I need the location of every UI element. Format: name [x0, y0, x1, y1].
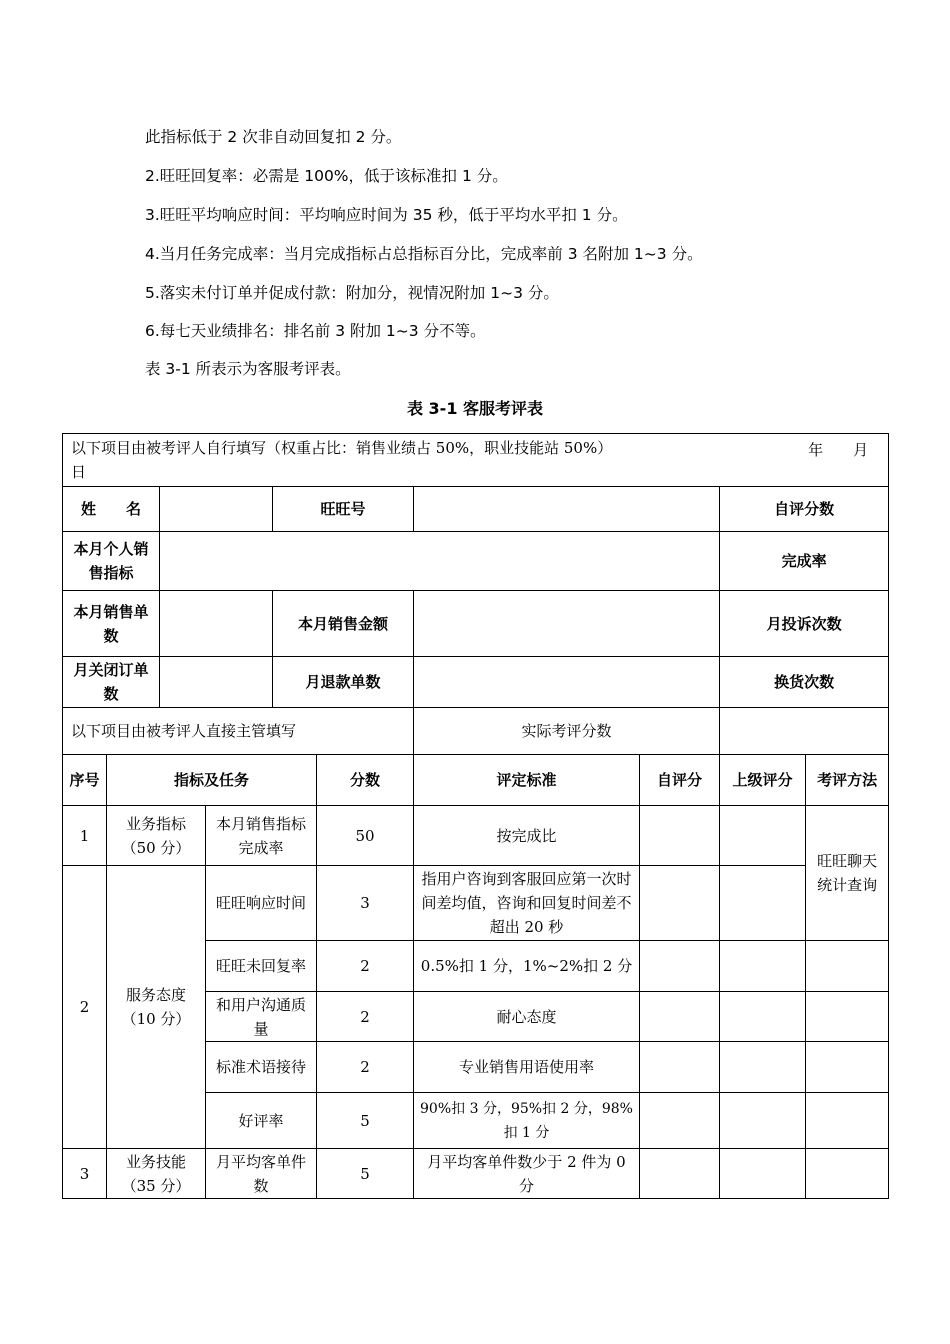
row-self-score[interactable] [640, 992, 720, 1042]
evaluation-table [62, 433, 889, 1199]
date-labels [808, 438, 868, 462]
row-no: 2 [63, 866, 107, 1149]
row-task: 和用户沟通质量 [206, 992, 317, 1042]
row-score: 3 [317, 866, 414, 941]
table-row [63, 1149, 889, 1199]
exchanges-label: 换货次数 [720, 657, 889, 708]
monthly-closed-orders-value[interactable] [160, 657, 273, 708]
row-self-score[interactable] [640, 806, 720, 866]
row-task: 月平均客单件数 [206, 1149, 317, 1199]
monthly-target-label: 本月个人销售指标 [63, 532, 160, 591]
row-criteria: 指用户咨询到客服回应第一次时间差均值，咨询和回复时间差不超出 20 秒 [414, 866, 640, 941]
row-task: 标准术语接待 [206, 1042, 317, 1093]
col-indicator-header: 指标及任务 [107, 755, 317, 806]
monthly-target-value[interactable] [160, 532, 720, 591]
day-label: 日 [71, 463, 87, 481]
monthly-complaints-label: 月投诉次数 [720, 591, 889, 657]
row-score: 2 [317, 941, 414, 992]
monthly-orders-value[interactable] [160, 591, 273, 657]
monthly-sales-amount-value[interactable] [414, 591, 720, 657]
row-criteria: 90%扣 3 分，95%扣 2 分，98%扣 1 分 [414, 1093, 640, 1149]
col-self-header: 自评分 [640, 755, 720, 806]
row-self-score[interactable] [640, 866, 720, 941]
col-criteria-header: 评定标准 [414, 755, 640, 806]
completion-rate-label: 完成率 [720, 532, 889, 591]
row-superior-score[interactable] [720, 806, 806, 866]
col-method-header: 考评方法 [806, 755, 889, 806]
row-score: 5 [317, 1149, 414, 1199]
row-self-score[interactable] [640, 1093, 720, 1149]
row-self-score[interactable] [640, 1149, 720, 1199]
year-label: 年 [808, 441, 824, 459]
col-no-header: 序号 [63, 755, 107, 806]
paragraph-5: 5.落实未付订单并促成付款：附加分，视情况附加 1~3 分。 [145, 284, 559, 302]
paragraph-2: 2.旺旺回复率：必需是 100%，低于该标准扣 1 分。 [145, 167, 508, 185]
row-superior-score[interactable] [720, 1042, 806, 1093]
row-task: 旺旺响应时间 [206, 866, 317, 941]
row-method [806, 1093, 889, 1149]
row-criteria: 0.5%扣 1 分，1%~2%扣 2 分 [414, 941, 640, 992]
month-label: 月 [853, 441, 869, 459]
row-self-score[interactable] [640, 1042, 720, 1093]
monthly-refunds-label: 月退款单数 [273, 657, 414, 708]
row-criteria: 专业销售用语使用率 [414, 1042, 640, 1093]
paragraph-7: 表 3-1 所表示为客服考评表。 [145, 360, 351, 378]
row-superior-score[interactable] [720, 1093, 806, 1149]
row-score: 5 [317, 1093, 414, 1149]
monthly-target-row [63, 532, 889, 591]
row-score: 2 [317, 992, 414, 1042]
wangwang-id-label: 旺旺号 [273, 487, 414, 532]
row-method [806, 941, 889, 992]
paragraph-4: 4.当月任务完成率：当月完成指标占总指标百分比，完成率前 3 名附加 1~3 分。 [145, 245, 703, 263]
row-method: 旺旺聊天统计查询 [806, 806, 889, 941]
row-self-score[interactable] [640, 941, 720, 992]
col-score-header: 分数 [317, 755, 414, 806]
row-superior-score[interactable] [720, 866, 806, 941]
paragraph-3: 3.旺旺平均响应时间：平均响应时间为 35 秒，低于平均水平扣 1 分。 [145, 206, 628, 224]
column-header-row [63, 755, 889, 806]
monthly-orders-row [63, 591, 889, 657]
row-method [806, 1149, 889, 1199]
row-score: 2 [317, 1042, 414, 1093]
row-criteria: 按完成比 [414, 806, 640, 866]
name-label: 姓 名 [63, 487, 160, 532]
monthly-closed-orders-label: 月关闭订单数 [63, 657, 160, 708]
row-superior-score[interactable] [720, 1149, 806, 1199]
monthly-refunds-value[interactable] [414, 657, 720, 708]
row-superior-score[interactable] [720, 941, 806, 992]
actual-score-label: 实际考评分数 [414, 708, 720, 755]
row-no: 1 [63, 806, 107, 866]
paragraph-1: 此指标低于 2 次非自动回复扣 2 分。 [145, 128, 402, 146]
row-criteria: 耐心态度 [414, 992, 640, 1042]
self-fill-row [63, 434, 889, 487]
row-method [806, 992, 889, 1042]
self-score-total-label-cell [720, 487, 889, 532]
row-method [806, 1042, 889, 1093]
row-superior-score[interactable] [720, 992, 806, 1042]
row-score: 50 [317, 806, 414, 866]
self-fill-note-cell [63, 434, 889, 487]
wangwang-id-value[interactable] [414, 487, 720, 532]
monthly-sales-amount-label: 本月销售金额 [273, 591, 414, 657]
row-category: 业务指标（50 分） [107, 806, 206, 866]
row-task: 好评率 [206, 1093, 317, 1149]
paragraph-6: 6.每七天业绩排名：排名前 3 附加 1~3 分不等。 [145, 322, 486, 340]
row-category: 服务态度（10 分） [107, 866, 206, 1149]
row-task: 本月销售指标完成率 [206, 806, 317, 866]
row-criteria: 月平均客单件数少于 2 件为 0 分 [414, 1149, 640, 1199]
table-row [63, 866, 889, 941]
supervisor-fill-row [63, 708, 889, 755]
table-caption: 表 3-1 客服考评表 [406, 399, 544, 418]
row-no: 3 [63, 1149, 107, 1199]
closed-orders-row [63, 657, 889, 708]
supervisor-fill-note: 以下项目由被考评人直接主管填写 [63, 708, 414, 755]
self-fill-note: 以下项目由被考评人自行填写（权重占比：销售业绩占 50%，职业技能站 50%） [71, 439, 613, 457]
name-value[interactable] [160, 487, 273, 532]
row-task: 旺旺未回复率 [206, 941, 317, 992]
monthly-orders-label: 本月销售单数 [63, 591, 160, 657]
table-row [63, 806, 889, 866]
actual-score-value[interactable] [720, 708, 889, 755]
self-score-total-label: 自评分数 [774, 500, 835, 518]
col-superior-header: 上级评分 [720, 755, 806, 806]
row-category: 业务技能（35 分） [107, 1149, 206, 1199]
name-row [63, 487, 889, 532]
